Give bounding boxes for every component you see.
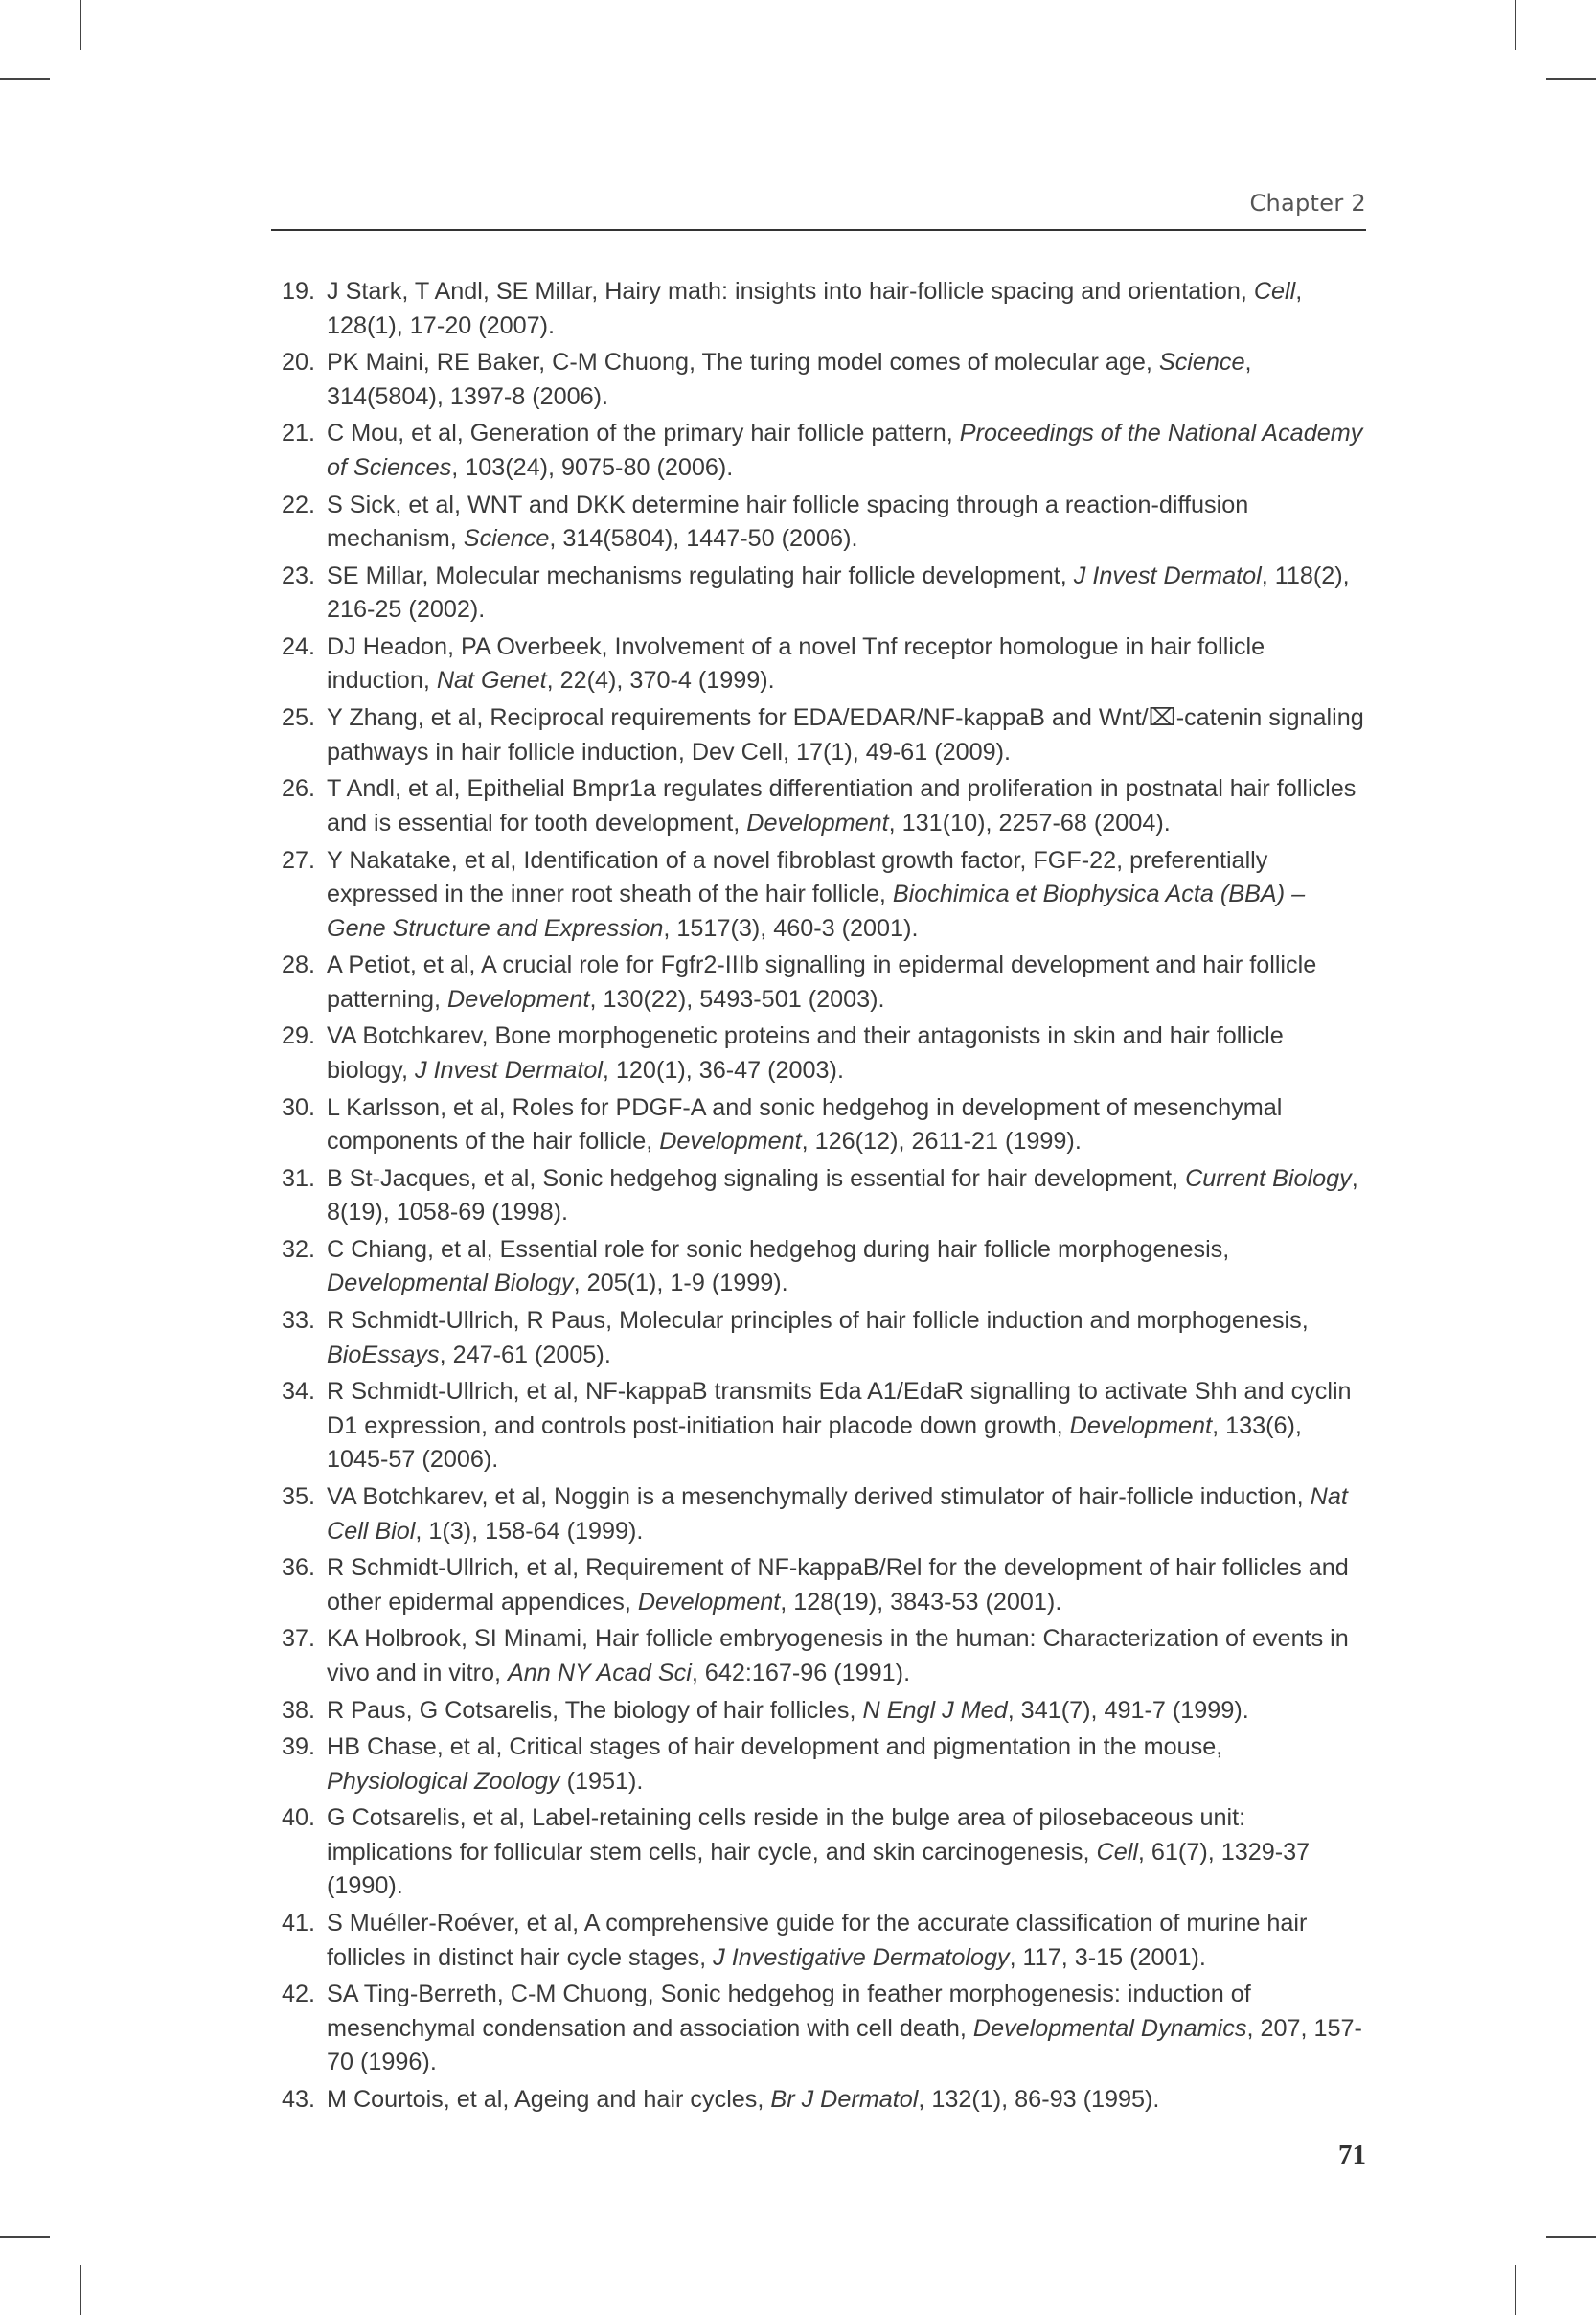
reference-segment: , 132(1), 86-93 (1995). <box>918 2086 1160 2113</box>
reference-number: 19. <box>281 278 315 305</box>
reference-journal: Developmental Dynamics <box>972 2014 1247 2042</box>
reference-text <box>327 1378 1352 1473</box>
reference-journal: Science <box>463 525 550 553</box>
reference-journal: J Invest Dermatol <box>414 1056 603 1084</box>
reference-item <box>271 1091 1366 1159</box>
reference-segment: , 1517(3), 460-3 (2001). <box>663 914 919 942</box>
reference-text <box>327 1022 1284 1084</box>
reference-item <box>271 2083 1366 2118</box>
reference-number: 31. <box>281 1164 315 1192</box>
reference-text <box>327 349 1252 410</box>
reference-text <box>327 1981 1362 2075</box>
crop-mark-top-left-horizontal <box>0 78 50 80</box>
reference-segment: T Andl, et al, Epithelial Bmpr1a regulates differentiation and proliferation in postnatal hair follicles and is essential for tooth development, <box>327 775 1357 837</box>
reference-journal: Nat Cell Biol <box>327 1483 1348 1545</box>
reference-segment: , 126(12), 2611-21 (1999). <box>801 1128 1082 1156</box>
reference-journal: Science <box>1158 349 1245 377</box>
reference-item <box>271 701 1366 769</box>
reference-segment: PK Maini, RE Baker, C-M Chuong, The turing model comes of molecular age, <box>327 349 1159 377</box>
reference-text <box>327 1094 1282 1156</box>
reference-segment: (1951). <box>559 1767 644 1795</box>
reference-journal: N Engl J Med <box>862 1696 1008 1724</box>
reference-text <box>327 278 1302 339</box>
reference-journal: Proceedings of the National Academy of Sciences <box>327 420 1363 481</box>
reference-segment: R Schmidt-Ullrich, R Paus, Molecular principles of hair follicle induction and morphogenesis, <box>327 1307 1309 1335</box>
reference-journal: Development <box>746 809 889 837</box>
reference-text <box>327 492 1248 553</box>
reference-segment: VA Botchkarev, et al, Noggin is a mesenchymally derived stimulator of hair-follicle induction, <box>327 1483 1311 1510</box>
reference-segment: KA Holbrook, SI Minami, Hair follicle embryogenesis in the human: Characterization of events in vivo and in vitro, <box>327 1625 1349 1686</box>
reference-segment: R Paus, G Cotsarelis, The biology of hair follicles, <box>327 1696 863 1724</box>
reference-item <box>271 1622 1366 1690</box>
reference-number: 33. <box>281 1307 315 1335</box>
reference-text <box>327 1804 1310 1899</box>
reference-segment: Y Zhang, et al, Reciprocal requirements for EDA/EDAR/NF-kappaB and Wnt/⌧-catenin signaling pathways in hair follicle induction, Dev Cell, 17(1), 49-61 (2009). <box>327 704 1364 766</box>
reference-segment: Y Nakatake, et al, Identification of a novel fibroblast growth factor, FGF-22, preferentially expressed in the inner root sheath of the hair follicle, <box>327 846 1268 907</box>
reference-item <box>271 1162 1366 1230</box>
reference-number: 34. <box>281 1378 315 1406</box>
reference-segment: C Chiang, et al, Essential role for sonic hedgehog during hair follicle morphogenesis, <box>327 1235 1230 1263</box>
reference-number: 20. <box>281 349 315 377</box>
reference-journal: Ann NY Acad Sci <box>508 1659 692 1686</box>
reference-item <box>271 1233 1366 1301</box>
reference-segment: R Schmidt-Ullrich, et al, Requirement of NF-kappaB/Rel for the development of hair follicles and other epidermal appendices, <box>327 1554 1349 1616</box>
reference-number: 24. <box>281 632 315 660</box>
reference-journal: Development <box>447 985 590 1013</box>
reference-journal: J Investigative Dermatology <box>713 1943 1010 1971</box>
reference-segment: , 120(1), 36-47 (2003). <box>602 1056 844 1084</box>
reference-number: 32. <box>281 1235 315 1263</box>
reference-number: 36. <box>281 1554 315 1582</box>
reference-item <box>271 560 1366 628</box>
reference-number: 39. <box>281 1733 315 1761</box>
reference-segment: SE Millar, Molecular mechanisms regulating hair follicle development, <box>327 562 1074 589</box>
reference-number: 22. <box>281 491 315 518</box>
reference-journal: J Invest Dermatol <box>1073 562 1262 589</box>
reference-text <box>327 1697 1249 1724</box>
reference-segment: HB Chase, et al, Critical stages of hair development and pigmentation in the mouse, <box>327 1733 1223 1761</box>
reference-segment: , 1(3), 158-64 (1999). <box>415 1517 644 1545</box>
reference-number: 30. <box>281 1093 315 1121</box>
reference-segment: B St-Jacques, et al, Sonic hedgehog signaling is essential for hair development, <box>327 1164 1186 1192</box>
reference-segment: L Karlsson, et al, Roles for PDGF-A and sonic hedgehog in development of mesenchymal components of the hair follicle, <box>327 1093 1283 1156</box>
reference-segment: , 247-61 (2005). <box>439 1341 611 1368</box>
reference-text <box>327 1625 1349 1686</box>
reference-segment: , 118(2), 216-25 (2002). <box>327 562 1350 624</box>
reference-text <box>327 1554 1349 1616</box>
reference-journal: Developmental Biology <box>327 1270 574 1297</box>
reference-item <box>271 1480 1366 1548</box>
crop-mark-top-right-vertical <box>1515 0 1516 50</box>
reference-number: 26. <box>281 775 315 803</box>
reference-item <box>271 346 1366 414</box>
crop-mark-bottom-left-horizontal <box>0 2236 50 2238</box>
reference-text <box>327 633 1265 695</box>
reference-number: 38. <box>281 1696 315 1724</box>
reference-number: 43. <box>281 2086 315 2113</box>
reference-number: 25. <box>281 704 315 732</box>
reference-text <box>327 775 1356 837</box>
reference-segment: , 8(19), 1058-69 (1998). <box>327 1164 1358 1226</box>
reference-journal: Development <box>659 1128 802 1156</box>
reference-journal: Nat Genet <box>436 667 547 695</box>
reference-journal: Biochimica et Biophysica Acta (BBA) – Gene Structure and Expression <box>327 881 1306 942</box>
reference-segment: C Mou, et al, Generation of the primary hair follicle pattern, <box>327 420 960 447</box>
reference-item <box>271 1801 1366 1904</box>
reference-number: 29. <box>281 1022 315 1050</box>
reference-item <box>271 417 1366 485</box>
reference-segment: , 103(24), 9075-80 (2006). <box>451 453 734 481</box>
reference-segment: SA Ting-Berreth, C-M Chuong, Sonic hedgehog in feather morphogenesis: induction of mesenchymal condensation and association with cell death, <box>327 1981 1251 2042</box>
crop-mark-bottom-right-vertical <box>1515 2265 1516 2315</box>
reference-number: 42. <box>281 1981 315 2008</box>
reference-segment: , 314(5804), 1447-50 (2006). <box>549 525 858 553</box>
reference-text <box>327 1910 1307 1971</box>
crop-mark-bottom-left-vertical <box>80 2265 81 2315</box>
reference-journal: Cell <box>1096 1838 1138 1866</box>
reference-text <box>327 420 1362 481</box>
reference-item <box>271 630 1366 699</box>
reference-segment: , 341(7), 491-7 (1999). <box>1007 1696 1249 1724</box>
reference-text <box>327 1165 1358 1226</box>
page-number: 71 <box>1338 2140 1366 2170</box>
reference-journal: Cell <box>1253 278 1296 305</box>
reference-segment: , 128(1), 17-20 (2007). <box>327 278 1303 339</box>
reference-text <box>327 1483 1348 1545</box>
reference-item <box>271 1375 1366 1478</box>
reference-text <box>327 704 1364 766</box>
reference-segment: J Stark, T Andl, SE Millar, Hairy math: insights into hair-follicle spacing and orientation, <box>327 278 1254 305</box>
reference-segment: S Muéller-Roéver, et al, A comprehensive guide for the accurate classification of murine hair follicles in distinct hair cycle stages, <box>327 1910 1308 1971</box>
reference-segment: , 133(6), 1045-57 (2006). <box>327 1411 1302 1474</box>
reference-text <box>327 1236 1229 1297</box>
reference-number: 35. <box>281 1483 315 1510</box>
reference-number: 40. <box>281 1804 315 1832</box>
reference-segment: VA Botchkarev, Bone morphogenetic proteins and their antagonists in skin and hair follicle biology, <box>327 1022 1284 1084</box>
reference-segment: , 128(19), 3843-53 (2001). <box>780 1588 1062 1616</box>
reference-item <box>271 1731 1366 1799</box>
reference-journal: Current Biology <box>1185 1164 1352 1192</box>
reference-item <box>271 1551 1366 1619</box>
reference-segment: , 117, 3-15 (2001). <box>1009 1943 1206 1971</box>
reference-segment: A Petiot, et al, A crucial role for Fgfr2-IIIb signalling in epidermal development and hair follicle patterning, <box>327 951 1317 1013</box>
reference-journal: Development <box>637 1588 781 1616</box>
reference-segment: , 22(4), 370-4 (1999). <box>546 667 775 695</box>
reference-text <box>327 951 1316 1013</box>
running-head: Chapter 2 <box>1249 190 1366 217</box>
reference-number: 28. <box>281 951 315 979</box>
reference-item <box>271 1020 1366 1088</box>
reference-segment: , 642:167-96 (1991). <box>691 1659 911 1686</box>
reference-item <box>271 772 1366 840</box>
reference-item <box>271 1694 1366 1729</box>
crop-mark-bottom-right-horizontal <box>1546 2236 1596 2238</box>
crop-mark-top-left-vertical <box>80 0 81 50</box>
reference-text <box>327 1733 1222 1795</box>
reference-item <box>271 1978 1366 2080</box>
reference-segment: M Courtois, et al, Ageing and hair cycles, <box>327 2086 771 2113</box>
reference-segment: R Schmidt-Ullrich, et al, NF-kappaB transmits Eda A1/EdaR signalling to activate Shh and cyclin D1 expression, and controls post-initiation hair placode down growth, <box>327 1378 1352 1439</box>
reference-item <box>271 275 1366 343</box>
reference-number: 41. <box>281 1910 315 1937</box>
reference-text <box>327 847 1305 942</box>
reference-segment: , 61(7), 1329-37 (1990). <box>327 1838 1311 1900</box>
reference-segment: , 131(10), 2257-68 (2004). <box>888 809 1171 837</box>
reference-number: 27. <box>281 846 315 874</box>
reference-journal: Br J Dermatol <box>770 2086 919 2113</box>
reference-segment: , 130(22), 5493-501 (2003). <box>589 985 885 1013</box>
reference-list <box>271 275 1366 2120</box>
reference-item <box>271 1907 1366 1975</box>
reference-text <box>327 1307 1309 1368</box>
reference-segment: , 207, 157-70 (1996). <box>327 2014 1362 2076</box>
reference-segment: G Cotsarelis, et al, Label-retaining cells reside in the bulge area of pilosebaceous unit: implications for follicular stem cells, hair cycle, and skin carcinogenesis, <box>327 1804 1246 1866</box>
reference-number: 37. <box>281 1625 315 1653</box>
reference-segment: DJ Headon, PA Overbeek, Involvement of a novel Tnf receptor homologue in hair follicle induction, <box>327 632 1265 695</box>
reference-text <box>327 2086 1159 2113</box>
reference-item <box>271 844 1366 947</box>
reference-text <box>327 562 1350 624</box>
reference-segment: , 314(5804), 1397-8 (2006). <box>327 349 1252 410</box>
reference-journal: Development <box>1069 1411 1213 1439</box>
reference-journal: BioEssays <box>327 1341 440 1368</box>
reference-journal: Physiological Zoology <box>327 1767 560 1795</box>
reference-item <box>271 489 1366 557</box>
reference-segment: , 205(1), 1-9 (1999). <box>573 1270 788 1297</box>
header-rule <box>271 229 1366 231</box>
crop-mark-top-right-horizontal <box>1546 78 1596 80</box>
reference-number: 23. <box>281 562 315 589</box>
reference-item <box>271 1304 1366 1372</box>
reference-item <box>271 949 1366 1017</box>
reference-number: 21. <box>281 420 315 447</box>
reference-segment: S Sick, et al, WNT and DKK determine hair follicle spacing through a reaction-diffusion mechanism, <box>327 491 1249 553</box>
